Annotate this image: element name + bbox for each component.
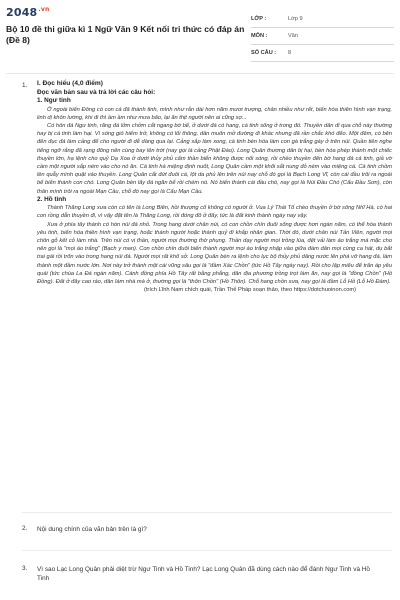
section-heading: I. Đọc hiểu (4,0 điểm) bbox=[37, 80, 103, 87]
part-2-title: 2. Hồ tinh bbox=[37, 195, 67, 203]
question-3-text: Vì sao Lạc Long Quân phải diệt trừ Ngư Tinh và Hồ Tinh? Lạc Long Quân đã dùng cách nào để đánh Ngư Tinh và Hồ Tinh bbox=[37, 566, 370, 582]
question-2-text: Nội dung chính của văn bản trên là gì? bbox=[37, 526, 147, 533]
meta-value: Văn bbox=[288, 33, 298, 39]
question-divider bbox=[22, 550, 392, 551]
paragraph: Thành Thăng Long xưa còn có tên là Long Biên, hồi thượng cổ không có người ở. Vua Lý Thái Tổ chèo thuyền ở bờ sông Nhĩ Hà, có hai con rồng dẫn thuyền đi, vì vậy đặt tên là Thăng Long, rồi đóng đô ở đấy, tức là đất kinh thành ngày nay vậy. bbox=[37, 205, 392, 220]
question-1 bbox=[37, 80, 392, 294]
meta-row-class bbox=[251, 11, 394, 28]
part-1-title: 1. Ngư tinh bbox=[37, 97, 71, 104]
meta-value: Lớp 9 bbox=[288, 16, 303, 22]
instruction: Đọc văn bản sau và trả lời các câu hỏi: bbox=[37, 88, 156, 96]
paragraph: Xưa ở phía tây thành có hòn núi đá nhỏ. Trong hang dưới chân núi, có con chồn chín đuôi sống được hơn ngàn năm, có thể hóa thành yêu tinh, biến hóa thiên hình vạn trạng, hoặc thành người hoặc thành quỷ đi khắp nhân gian. Thời đó, dưới chân núi Tản Viên, người mọi chôn gỗ kết cỏ làm nhà. Trên núi có vị thần, người mọi thường thờ phụng. Thần dạy người mọi trồng lúa, dệt vải làm áo trắng mà mặc cho nên gọi là "mọi áo trắng" (Bạch y man). Con chồn chín đuôi biến thành người mọi áo trắng nhập vào giữa đám dân mọi cùng ca hát, dụ bắt trai gái rồi trốn vào trong hang núi đá. Người mọi rất khổ sở. Long Quân bèn ra lệnh cho lục bộ thủy phủ dâng nước lên phá vỡ hang đá, làm thành một đầm nước lớn. Nơi này trở thành một cái vũng sâu gọi là "đầm Xác Chồn" (tức Hồ Tây ngày nay). Rồi cho lập miếu để trấn áp yêu quái (tức chùa La Đá ngàn năm). Cánh đồng phía Hồ Tây rất bằng phẳng, dân địa phương trồng trọt làm ăn, nay gọi là "đồng Chồn" (Hồ Đồng). Đất ở đây cao ráo, dân làm nhà mà ở, thường gọi là "thôn Chồn" (Hồ Thôn). Chỗ hang chồn xưa, nay gọi là đầm Lỗ Hồ (Lỗ Hồ Đàm). bbox=[37, 221, 392, 286]
paragraph: Ở ngoài biển Đông có con cá đã thành tinh, mình như rắn dài hơn năm mươi trượng, chân nhiều như rết, biến hóa thiên hình vạn trạng, linh dị khôn lường, khi đi thì ầm ầm như mưa bão, lại ăn thịt người nên ai cũng sợ... bbox=[37, 106, 392, 121]
source-citation: (trích Lĩnh Nam chích quái, Trần Thế Pháp soạn thảo, theo https://dotchuoinon.com) bbox=[143, 287, 356, 294]
question-divider bbox=[22, 512, 392, 513]
paragraph: Có hôn đá Ngư tinh, răng đá lởm chởm cắt ngang bờ bể, ở dưới đá có hang, cá tinh sống ở trong đó. Thuyền dân đi qua chỗ này thường hay bị cá tinh làm hại. Vì sóng gió hiểm trở, không có lối thông, dân muốn mở đường đi khác nhưng đã rần chắc khó đếo. Một đêm, có bên đến đục đá làm cảng để cho người đi dễ dàng qua lại. Cảng sắp làm xong, cá tinh bèn hóa làm con gà trắng gáy ở trên núi. Quần tiên nghe tiếng ngỡ rằng đã rạng đông nên cùng bay lên trời (nay gọi là cảng Phật Đào). Long Quân thương dân bị hại, bèn hóa phép thành một chiếc thuyền lớn, hạ lệnh cho quỷ Dạ Xoa ở dưới thủy phủ cấm thần biển không được nổi sóng, rồi chèo thuyền đến bờ hang đá cá tinh, giả vờ cầm một người sắp ném vào cho nó ăn. Cá tinh há miệng định nuốt, Long Quân cầm một khối sắt nung đỏ ném vào miệng cá. Cá tinh chồm lên quẫy mình quật vào thuyền. Long Quân cắt đứt đuôi cá, lột da phủ lên trên núi nay chỗ đó gọi là Bạch Long Vĩ, còn cái đầu trôi ra ngoài bể biến thành con chó. Long Quân bèn lấy đá ngăn bể rồi chém nó. Nó biến thành cái đầu chó, nay gọi là Núi Đầu Chó (Cẩu Đầu Sơn), còn thân mình trôi ra ngoài Mạn Cầu, chỗ đó nay gọi là Cẩu Mạn Cầu. bbox=[37, 122, 392, 195]
logo-suffix: .vn bbox=[38, 6, 50, 13]
meta-row-question-count bbox=[251, 45, 394, 62]
meta-table bbox=[251, 11, 394, 62]
page-header bbox=[0, 0, 400, 70]
site-logo[interactable] bbox=[6, 6, 49, 19]
question-number: 2. bbox=[22, 525, 28, 532]
meta-key: MÔN : bbox=[251, 33, 268, 39]
logo-text: 2048 bbox=[6, 6, 38, 19]
question-number: 3. bbox=[22, 565, 28, 572]
meta-key: LỚP : bbox=[251, 16, 267, 22]
meta-key: SỐ CÂU : bbox=[251, 50, 277, 56]
meta-row-subject bbox=[251, 28, 394, 45]
document-title: Bộ 10 đề thi giữa kì 1 Ngữ Văn 9 Kết nối tri thức có đáp án (Đề 8) bbox=[6, 24, 245, 45]
meta-value: 8 bbox=[288, 50, 292, 56]
question-number: 1. bbox=[22, 82, 28, 89]
header-divider bbox=[6, 73, 394, 74]
